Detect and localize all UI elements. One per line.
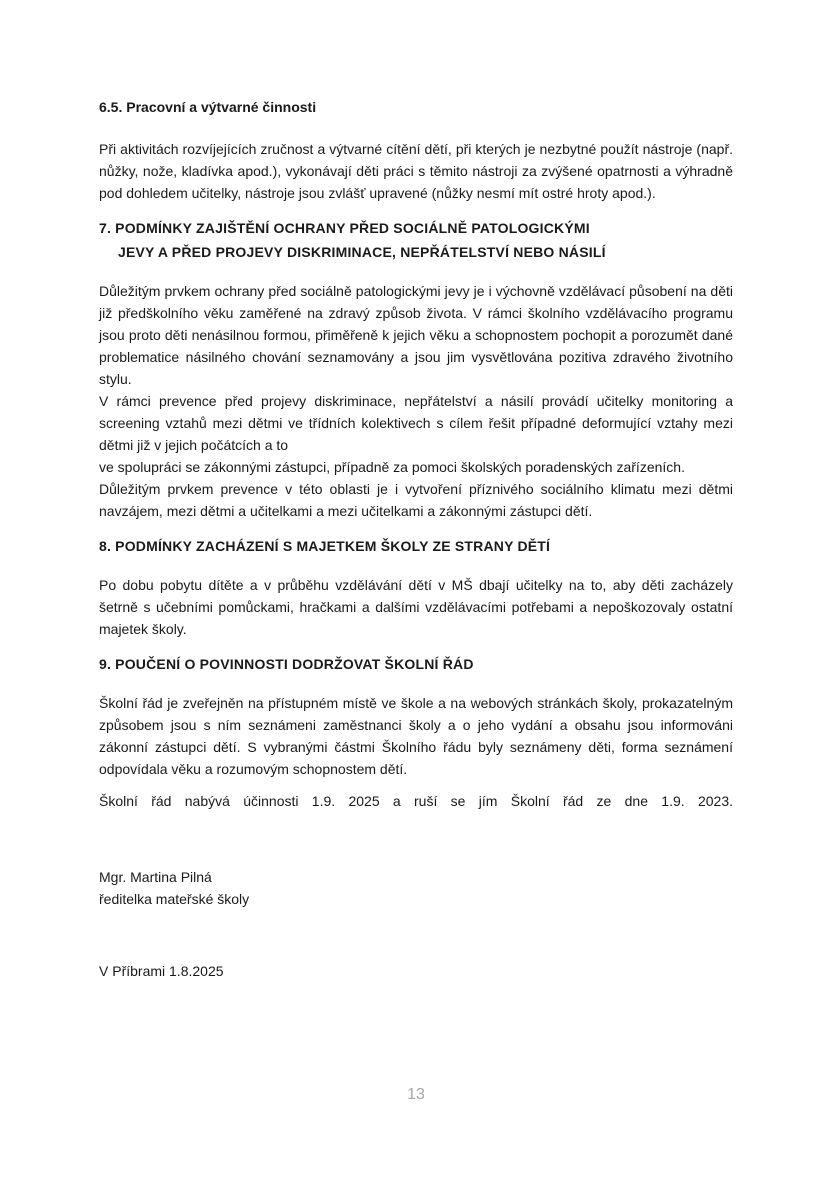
section-7-paragraph-2b: ve spolupráci se zákonnými zástupci, případně za pomoci školských poradenských zařízeních.	[99, 459, 685, 475]
section-8-heading: 8. PODMÍNKY ZACHÁZENÍ S MAJETKEM ŠKOLY ZE STRANY DĚTÍ	[99, 538, 551, 554]
section-7-paragraph-3: Důležitým prvkem prevence v této oblasti je i vytvoření příznivého sociálního klimatu mezi dětmi navzájem, mezi dětmi a učitelkami a mezi učitelkami a zákonnými zástupci dětí.	[99, 481, 733, 519]
signature-role: ředitelka mateřské školy	[99, 891, 250, 907]
document-page	[99, 96, 733, 982]
section-9-paragraph-2: Školní řád nabývá účinnosti 1.9. 2025 a ruší se jím Školní řád ze dne 1.9. 2023.	[99, 793, 733, 809]
section-9-heading: 9. POUČENÍ O POVINNOSTI DODRŽOVAT ŠKOLNÍ ŘÁD	[99, 656, 474, 672]
section-7-heading-line1: 7. PODMÍNKY ZAJIŠTĚNÍ OCHRANY PŘED SOCIÁLNĚ PATOLOGICKÝMI	[99, 220, 590, 236]
section-7-heading-line2: JEVY A PŘED PROJEVY DISKRIMINACE, NEPŘÁTELSTVÍ NEBO NÁSILÍ	[118, 244, 606, 260]
section-6-5-heading: 6.5. Pracovní a výtvarné činnosti	[99, 99, 317, 115]
section-7-heading	[99, 216, 733, 264]
section-6-5-paragraph: Při aktivitách rozvíjejících zručnost a výtvarné cítění dětí, při kterých je nezbytné použít nástroje (např. nůžky, nože, kladívka apod.), vykonávají děti práci s těmito nástroji za zvýšené opatrnosti a výhradně pod dohledem učitelky, nástroje jsou zvlášť upravené (nůžky nesmí mít ostré hroty apod.).	[99, 141, 733, 201]
page-number: 13	[407, 1086, 425, 1103]
section-8-paragraph: Po dobu pobytu dítěte a v průběhu vzdělávání dětí v MŠ dbají učitelky na to, aby děti zacházely šetrně s učebními pomůckami, hračkami a dalšími vzdělávacími potřebami a nepoškozovaly ostatní majetek školy.	[99, 577, 733, 637]
signature-name: Mgr. Martina Pilná	[99, 869, 212, 885]
section-9-paragraph-1: Školní řád je zveřejněn na přístupném místě ve škole a na webových stránkách školy, prokazatelným způsobem jsou s ním seznámeni zaměstnanci školy a o jeho vydání a obsahu jsou informováni zákonní zástupci dětí. S vybranými částmi Školního řádu byly seznámeny děti, forma seznámení odpovídala věku a rozumovým schopnostem dětí.	[99, 695, 733, 777]
section-7-paragraph-2a: V rámci prevence před projevy diskriminace, nepřátelství a násilí provádí učitelky monitoring a screening vztahů mezi dětmi ve třídních kolektivech s cílem řešit případné deformující vztahy mezi dětmi již v jejich počátcích a to	[99, 393, 733, 453]
place-and-date: V Příbrami 1.8.2025	[99, 963, 224, 979]
section-7-paragraph-1: Důležitým prvkem ochrany před sociálně patologickými jevy je i výchovně vzdělávací působení na děti již předškolního věku zaměřené na zdravý způsob života. V rámci školního vzdělávacího programu jsou proto děti nenásilnou formou, přiměřeně k jejich věku a schopnostem pochopit a porozumět dané problematice násilného chování seznamovány a jsou jim vysvětlována pozitiva zdravého životního stylu.	[99, 283, 733, 387]
